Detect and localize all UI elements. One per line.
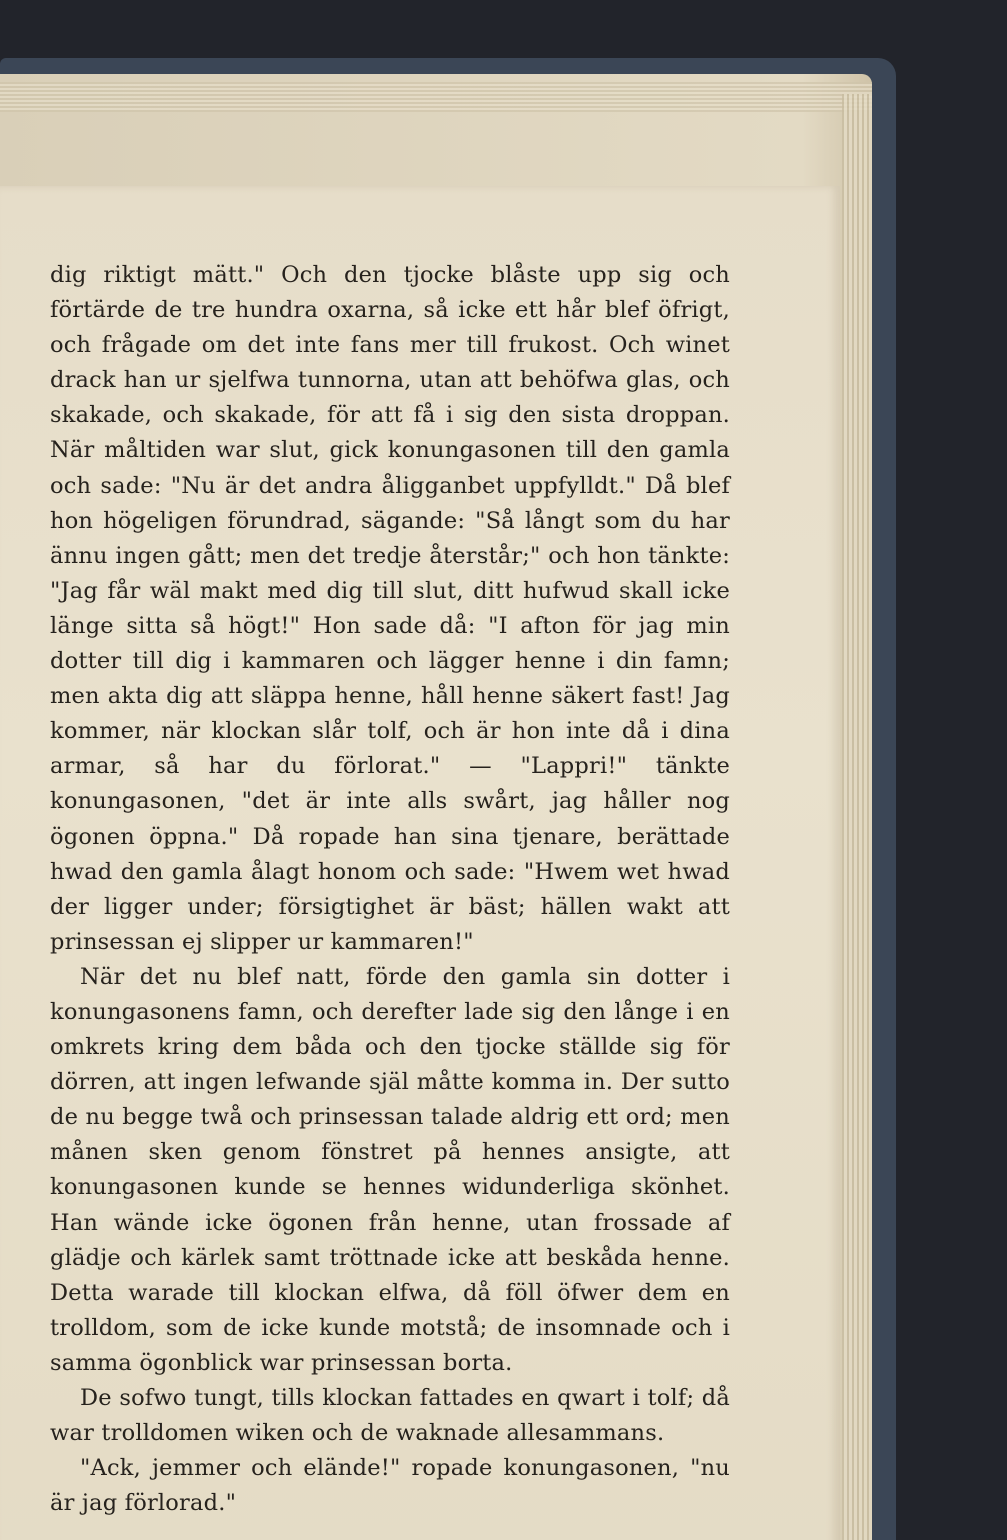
paragraph: När det nu blef natt, förde den gamla sin dotter i konungasonens famn, och derefter lade sig den långe i en omkrets kring dem båda och den tjocke ställde sig för dörren, att ingen lefwande själ måtte komma in. Der sutto de nu begge twå och prinsessan talade aldrig ett ord; men månen sken genom fönstret på hennes ansigte, att konungasonen kunde se hennes widunderliga skönhet. Han wände icke ögonen från henne, utan frossade af glädje och kärlek samt tröttnade icke att beskåda henne. Detta warade till klockan elfwa, då föll öfwer dem en trolldom, som de icke kunde motstå; de insomnade och i samma ögonblick war prinsessan borta. <box>50 963 730 1376</box>
page-text <box>50 258 730 1521</box>
paragraph: De sofwo tungt, tills klockan fattades en qwart i tolf; då war trolldomen wiken och de waknade allesammans. <box>50 1385 730 1447</box>
page-stack <box>0 74 872 1540</box>
paragraph: dig riktigt mätt." Och den tjocke blåste upp sig och förtärde de tre hundra oxarna, så icke ett hår blef öfrigt, och frågade om det inte fans mer till frukost. Och winet drack han ur sjelfwa tunnorna, utan att behöfwa glas, och skakade, och skakade, för att få i sig den sista droppan. När måltiden war slut, gick konungasonen till den gamla och sade: "Nu är det andra åligganbet uppfylldt." Då blef hon högeligen förundrad, sägande: "Så långt som du har ännu ingen gått; men det tredje återstår;" och hon tänkte: "Jag får wäl makt med dig till slut, ditt hufwud skall icke länge sitta så högt!" Hon sade då: "I afton för jag min dotter till dig i kammaren och lägger henne i din famn; men akta dig att släppa henne, håll henne säkert fast! Jag kommer, när klockan slår tolf, och är hon inte då i dina armar, så har du förlorat." — "Lappri!" tänkte konungasonen, "det är inte alls swårt, jag håller nog ögonen öppna." Då ropade han sina tjenare, berättade hwad den gamla ålagt honom och sade: "Hwem wet hwad der ligger under; försigtighet är bäst; hällen wakt att prinsessan ej slipper ur kammaren!" <box>50 262 730 955</box>
paragraph: "Ack, jemmer och elände!" ropade konungasonen, "nu är jag förlorad." <box>50 1455 730 1517</box>
page-edge <box>842 94 872 1540</box>
book-page <box>0 186 840 1540</box>
